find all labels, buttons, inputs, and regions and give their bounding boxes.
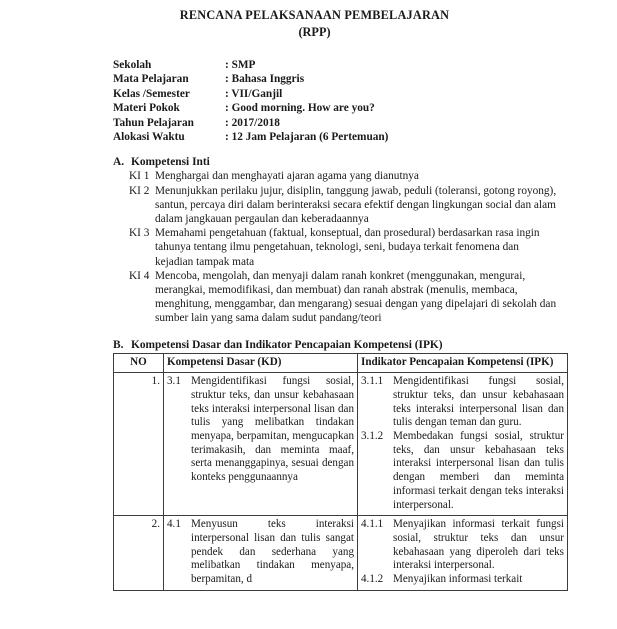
ipk-code: 4.1.1 — [361, 518, 384, 531]
ki-item — [129, 269, 617, 326]
kd-entry — [167, 518, 354, 587]
cell-row-number: 1. — [114, 373, 164, 516]
ipk-entry — [361, 375, 564, 430]
column-header-no: NO — [114, 353, 164, 373]
ki-list — [113, 169, 617, 325]
ipk-entry — [361, 430, 564, 512]
section-a-letter: A. — [113, 156, 125, 169]
table-row — [114, 373, 568, 516]
metadata-row — [113, 58, 617, 72]
ipk-text: Menyajikan informasi terkait fungsi sosial, struktur teks dan unsur kebahasaan yang diperoleh dari teks interaksi interpersonal. — [393, 518, 564, 572]
metadata-label: Sekolah — [113, 59, 152, 71]
metadata-value: : Good morning. How are you? — [225, 102, 375, 115]
table-body — [114, 373, 568, 591]
metadata-label: Alokasi Waktu — [113, 131, 185, 144]
ki-code: KI 1 — [129, 170, 150, 183]
page-subtitle: (RPP) — [298, 25, 331, 39]
column-header-ipk: Indikator Pencapaian Kompetensi (IPK) — [358, 353, 568, 373]
ki-text: Menghargai dan menghayati ajaran agama yang dianutnya — [155, 170, 419, 183]
ki-text: Menunjukkan perilaku jujur, disiplin, tanggung jawab, peduli (toleransi, gotong royong), santun, percaya diri dalam berinteraksi secara efektif dengan lingkungan social dan alam dalam jangkauan pergaulan dan keberadaannya — [155, 184, 557, 226]
cell-ipk — [358, 373, 568, 516]
document-page — [0, 8, 617, 629]
cell-row-number: 2. — [114, 516, 164, 591]
cell-kd — [164, 516, 358, 591]
section-a-heading — [113, 156, 617, 168]
ki-item — [129, 226, 617, 269]
metadata-value: : 2017/2018 — [225, 116, 280, 129]
metadata-label: Mata Pelajaran — [113, 73, 189, 86]
ipk-text: Menyajikan informasi terkait — [393, 573, 523, 586]
kd-entry — [167, 375, 354, 485]
metadata-label: Materi Pokok — [113, 102, 180, 115]
kd-ipk-table — [113, 353, 568, 591]
kd-code: 3.1 — [167, 375, 181, 388]
section-b-letter: B. — [113, 338, 124, 351]
ipk-code: 3.1.2 — [361, 430, 384, 443]
table-row — [114, 516, 568, 591]
page-title: RENCANA PELAKSANAAN PEMBELAJARAN — [179, 8, 450, 22]
ki-code: KI 3 — [129, 227, 150, 240]
kd-text: Menyusun teks interaksi interpersonal lisan dan tulis sangat pendek dan sederhana yang melibatkan tindakan menyapa, berpamitan, d — [191, 518, 354, 586]
metadata-row — [113, 87, 617, 101]
metadata-row — [113, 101, 617, 115]
metadata-value: : 12 Jam Pelajaran (6 Pertemuan) — [225, 131, 389, 144]
ki-code: KI 4 — [129, 269, 150, 282]
cell-ipk — [358, 516, 568, 591]
section-kompetensi-dasar — [0, 339, 617, 591]
kd-code: 4.1 — [167, 518, 181, 531]
metadata-value: : VII/Ganjil — [225, 87, 283, 100]
ipk-code: 3.1.1 — [361, 375, 384, 388]
kd-text: Mengidentifikasi fungsi sosial, struktur teks, dan unsur kebahasaan teks interaksi interpersonal lisan dan tulis yang melibatkan tindakan menyapa, berpamitan, mengucapkan terimakasih, dan meminta maaf, serta menanggapinya, sesuai dengan konteks penggunaannya — [191, 375, 354, 484]
ipk-entry — [361, 573, 564, 587]
table-header-row — [114, 353, 568, 373]
ki-code: KI 2 — [129, 184, 150, 197]
ipk-entry — [361, 518, 564, 573]
metadata-value: : Bahasa Inggris — [225, 73, 305, 86]
ipk-text: Membedakan fungsi sosial, struktur teks, dan unsur kebahasaan teks interaksi interpersonal lisan dan tulis dengan memberi dan meminta informasi terkait dengan teks interaksi interpersonal. — [393, 430, 564, 511]
ki-item — [129, 169, 617, 183]
section-kompetensi-inti — [0, 156, 617, 325]
section-a-title: Kompetensi Inti — [131, 156, 210, 169]
document-metadata — [0, 58, 617, 144]
ki-text: Memahami pengetahuan (faktual, konseptual, dan prosedural) berdasarkan rasa ingin tahunya tentang ilmu pengetahuan, teknologi, seni, budaya terkait fenomena dan kejadian tampak mata — [155, 227, 540, 268]
table-header — [114, 353, 568, 373]
metadata-label: Tahun Pelajaran — [113, 116, 194, 129]
section-b-title: Kompetensi Dasar dan Indikator Pencapaian Kompetensi (IPK) — [131, 338, 443, 351]
metadata-row — [113, 130, 617, 144]
column-header-kd: Kompetensi Dasar (KD) — [164, 353, 358, 373]
ipk-code: 4.1.2 — [361, 573, 384, 586]
cell-kd — [164, 373, 358, 516]
ki-text: Mencoba, mengolah, dan menyaji dalam ranah konkret (menggunakan, mengurai, merangkai, memodifikasi, dan membuat) dan ranah abstrak (menulis, membaca, menghitung, menggambar, dan mengarang) sesuai dengan yang dipelajari di sekolah dan sumber lain yang sama dalam sudut pandang/teori — [155, 269, 557, 325]
metadata-row — [113, 116, 617, 130]
section-b-heading — [113, 339, 617, 351]
ki-item — [129, 184, 617, 227]
metadata-value: : SMP — [225, 59, 256, 71]
ipk-text: Mengidentifikasi fungsi sosial, struktur teks, dan unsur kebahasaan teks interaksi interpersonal lisan dan tulis dengan teman dan guru. — [393, 375, 564, 429]
metadata-label: Kelas /Semester — [113, 87, 190, 100]
metadata-row — [113, 72, 617, 86]
